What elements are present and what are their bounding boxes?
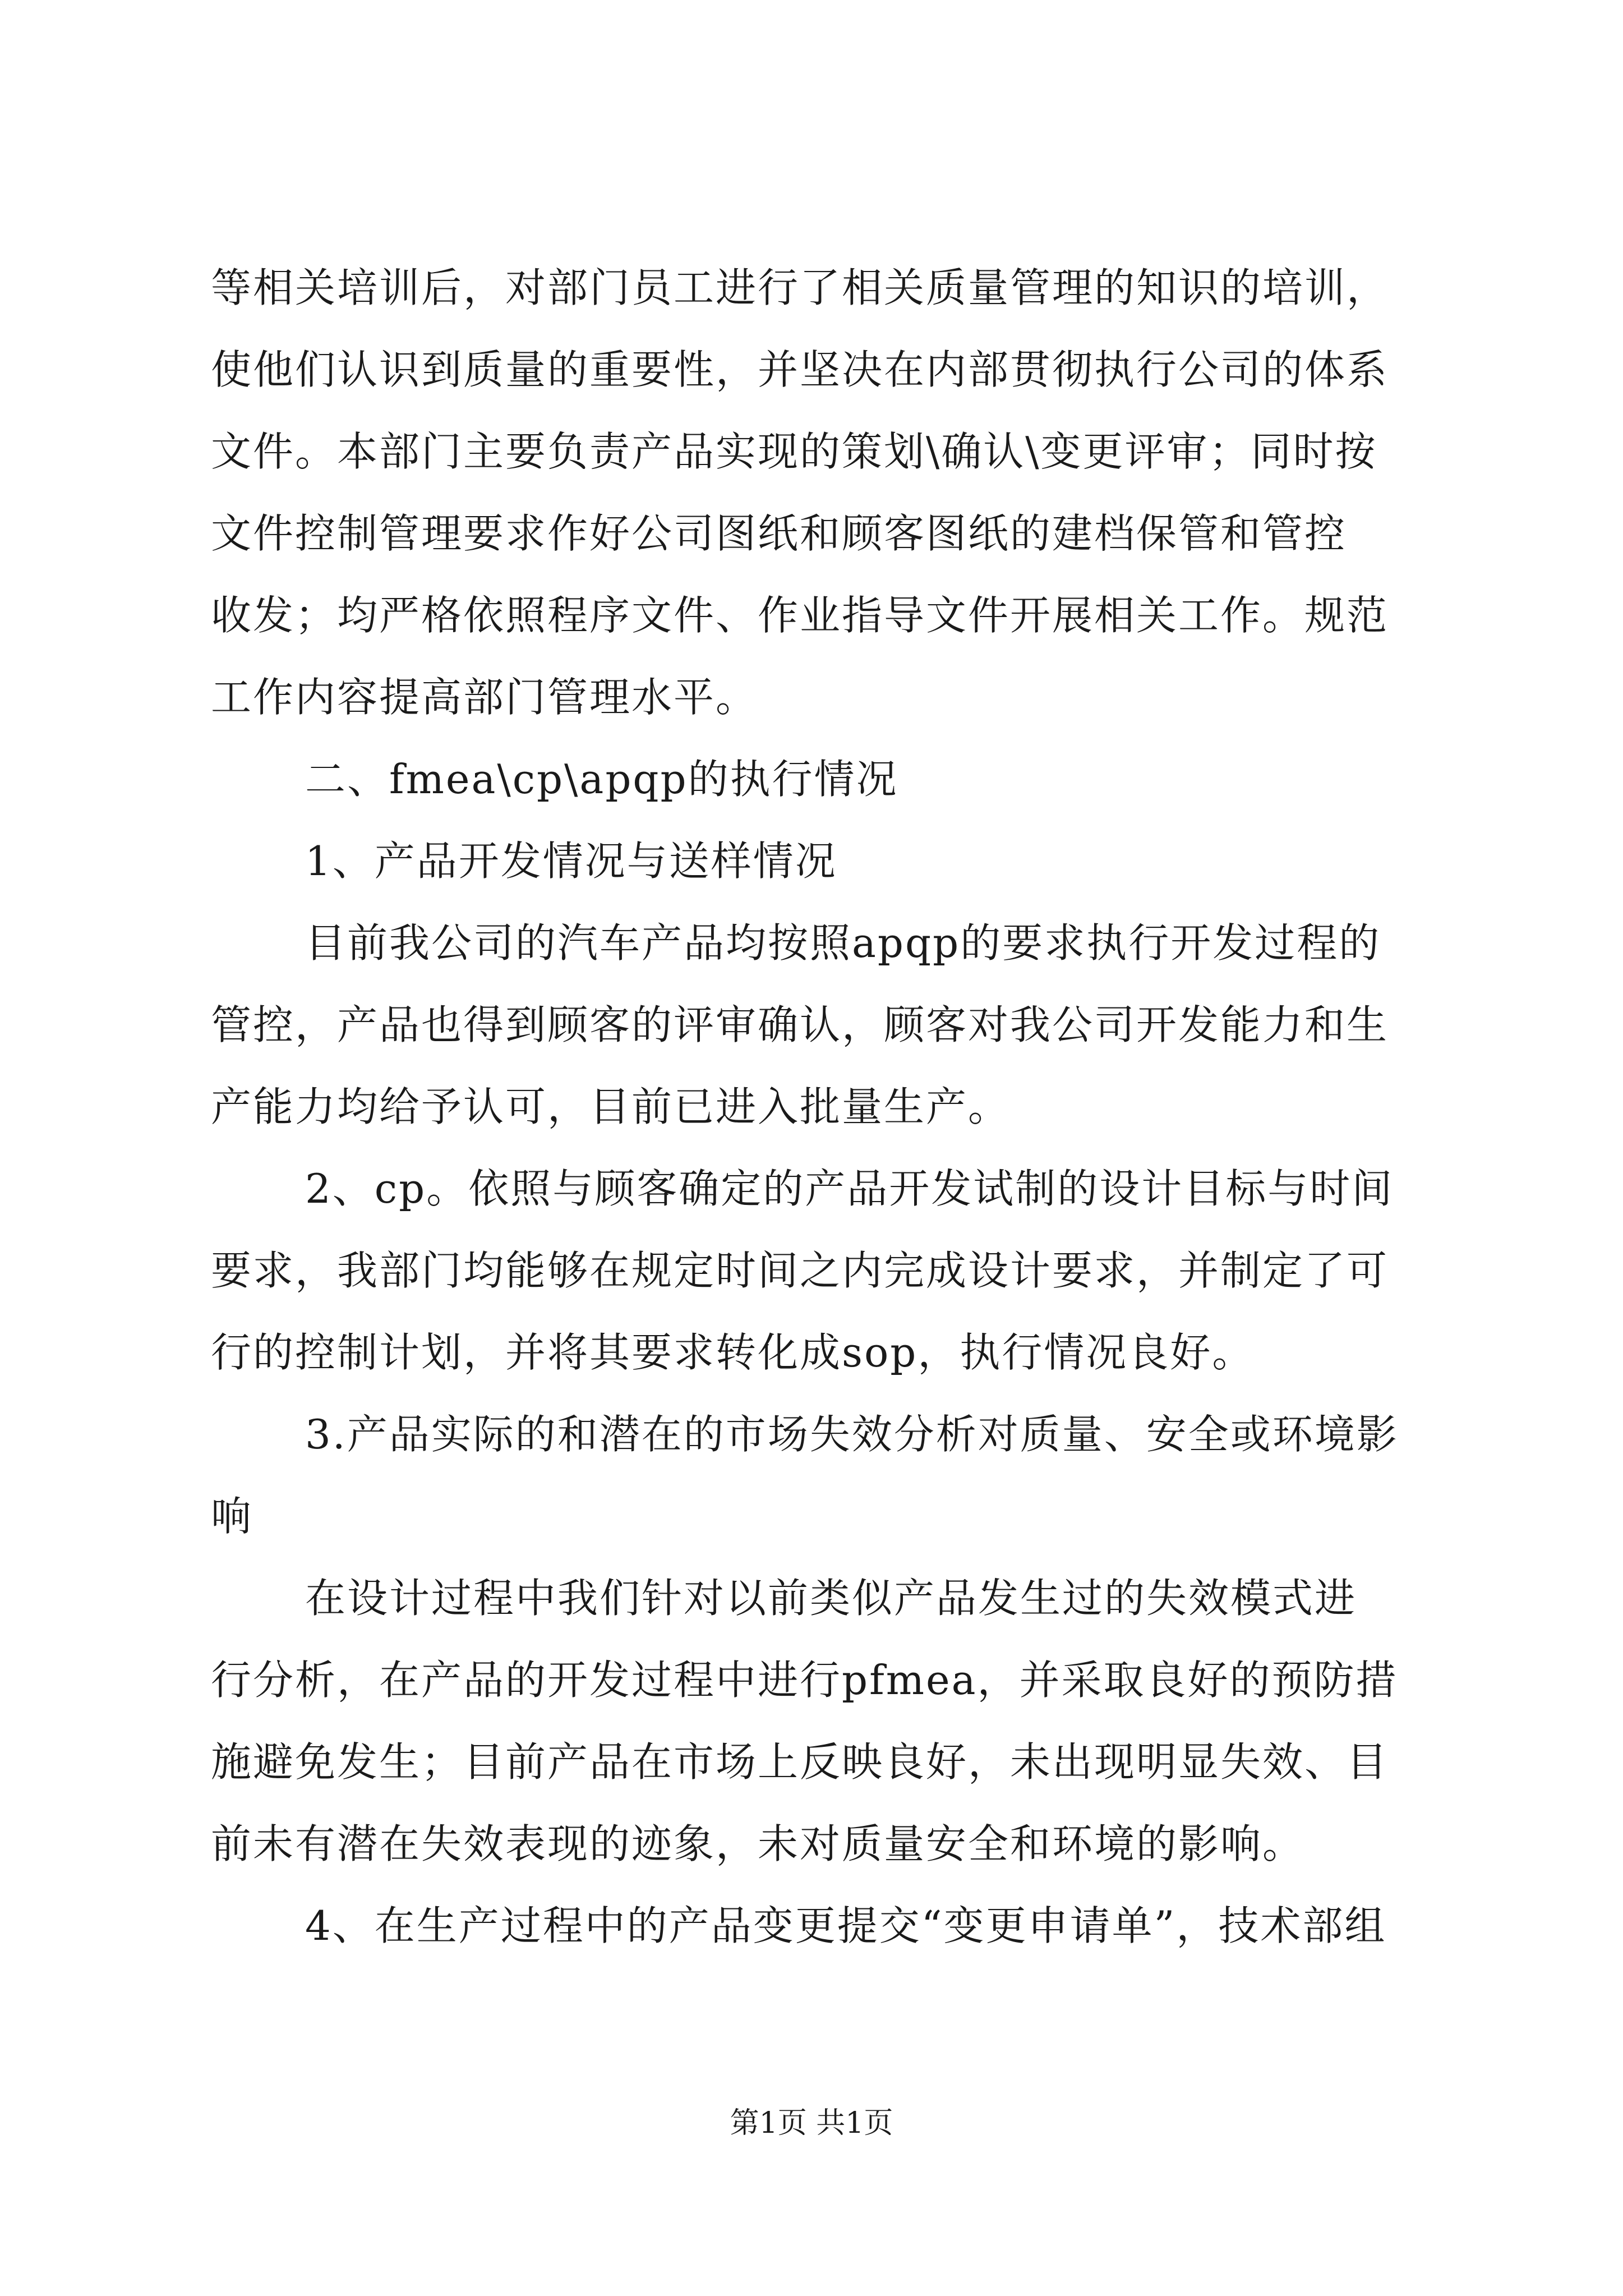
body-line: 文件。本部门主要负责产品实现的策划\确认\变更评审；同时按 [211, 428, 1377, 475]
subsection-heading: 1、产品开发情况与送样情况 [305, 838, 837, 885]
body-line: 收发；均严格依照程序文件、作业指导文件开展相关工作。规范 [211, 592, 1389, 639]
body-line: 4、在生产过程中的产品变更提交“变更申请单”，技术部组 [305, 1902, 1387, 1949]
body-line: 前未有潜在失效表现的迹象，未对质量安全和环境的影响。 [211, 1820, 1305, 1867]
body-line: 响 [211, 1493, 253, 1540]
section-heading: 二、fmea\cp\apqp的执行情况 [305, 756, 898, 803]
body-line: 要求，我部门均能够在规定时间之内完成设计要求，并制定了可 [211, 1247, 1389, 1294]
document-body [211, 247, 1411, 1967]
body-line: 3.产品实际的和潜在的市场失效分析对质量、安全或环境影 [305, 1411, 1399, 1458]
body-line: 管控，产品也得到顾客的评审确认，顾客对我公司开发能力和生 [211, 1001, 1389, 1048]
body-line: 等相关培训后，对部门员工进行了相关质量管理的知识的培训， [211, 264, 1389, 311]
page-footer: 第1页 共1页 [730, 2106, 893, 2140]
body-line: 施避免发生；目前产品在市场上反映良好，未出现明显失效、目 [211, 1738, 1389, 1786]
body-line: 产能力均给予认可，目前已进入批量生产。 [211, 1083, 1011, 1130]
body-line: 工作内容提高部门管理水平。 [211, 674, 758, 721]
body-line: 文件控制管理要求作好公司图纸和顾客图纸的建档保管和管控 [211, 510, 1347, 557]
body-line: 2、cp。依照与顾客确定的产品开发试制的设计目标与时间 [305, 1165, 1394, 1212]
body-line: 目前我公司的汽车产品均按照apqp的要求执行开发过程的 [305, 919, 1381, 967]
body-line: 使他们认识到质量的重要性，并坚决在内部贯彻执行公司的体系 [211, 346, 1389, 393]
body-line: 行分析，在产品的开发过程中进行pfmea，并采取良好的预防措 [211, 1657, 1398, 1704]
body-line: 在设计过程中我们针对以前类似产品发生过的失效模式进 [305, 1575, 1357, 1622]
body-line: 行的控制计划，并将其要求转化成sop，执行情况良好。 [211, 1329, 1255, 1376]
